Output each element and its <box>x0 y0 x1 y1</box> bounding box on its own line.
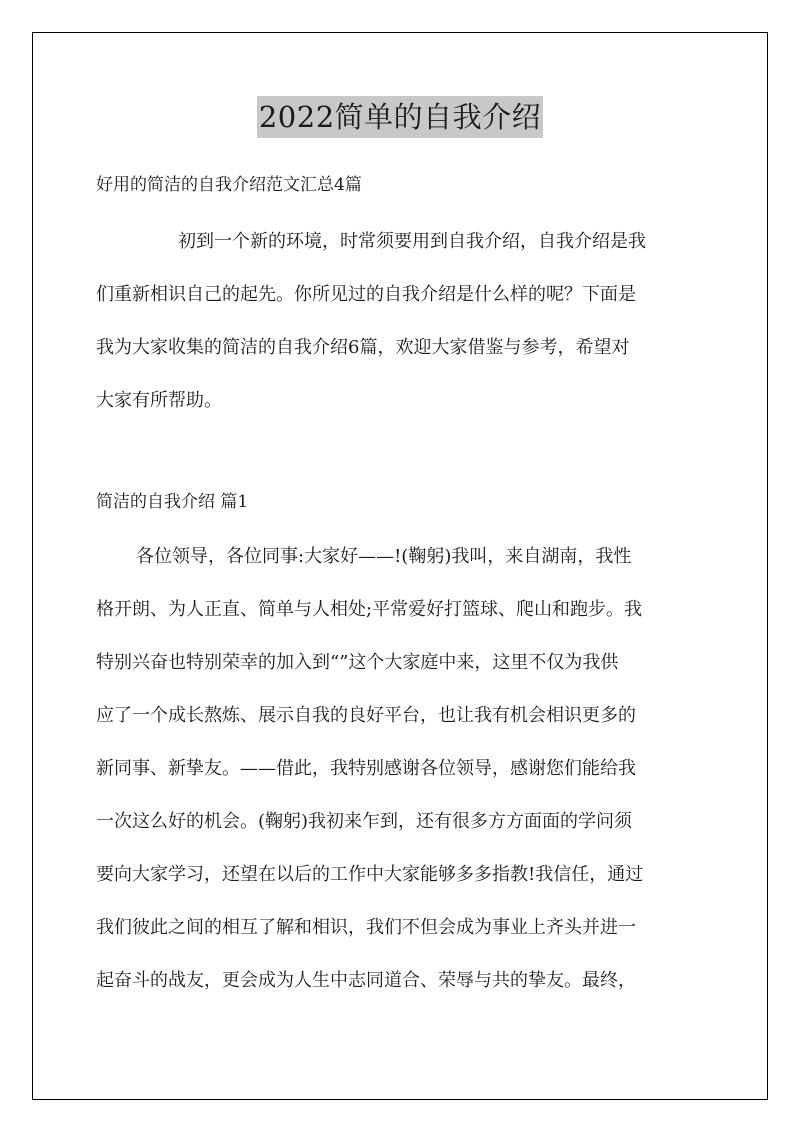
document-subtitle: 好用的简洁的自我介绍范文汇总4篇 <box>96 175 362 195</box>
title-container <box>0 96 800 138</box>
body-paragraph-line: 起奋斗的战友，更会成为人生中志同道合、荣辱与共的挚友。最终， <box>96 970 636 991</box>
intro-paragraph-line: 们重新相识自己的起先。你所见过的自我介绍是什么样的呢？下面是 <box>96 284 636 305</box>
intro-paragraph-line: 我为大家收集的简洁的自我介绍6篇，欢迎大家借鉴与参考，希望对 <box>96 337 630 358</box>
body-paragraph-line: 新同事、新挚友。——借此，我特别感谢各位领导，感谢您们能给我 <box>96 758 636 779</box>
intro-paragraph-line: 初到一个新的环境，时常须要用到自我介绍，自我介绍是我 <box>178 231 646 252</box>
intro-paragraph-line: 大家有所帮助。 <box>96 390 222 411</box>
body-paragraph-line: 要向大家学习，还望在以后的工作中大家能够多多指教!我信任，通过 <box>96 864 644 885</box>
section-heading: 简洁的自我介绍 篇1 <box>96 492 249 512</box>
body-paragraph-line: 格开朗、为人正直、简单与人相处;平常爱好打篮球、爬山和跑步。我 <box>96 599 643 620</box>
body-paragraph-line: 特别兴奋也特别荣幸的加入到“”这个大家庭中来，这里不仅为我供 <box>96 652 619 673</box>
document-title: 2022简单的自我介绍 <box>257 96 543 138</box>
body-paragraph-line: 一次这么好的机会。(鞠躬)我初来乍到，还有很多方方面面的学问须 <box>96 811 633 832</box>
body-paragraph-line: 应了一个成长熬炼、展示自我的良好平台，也让我有机会相识更多的 <box>96 705 636 726</box>
body-paragraph-line: 各位领导，各位同事:大家好——!(鞠躬)我叫，来自湖南，我性 <box>136 546 632 567</box>
body-paragraph-line: 我们彼此之间的相互了解和相识，我们不但会成为事业上齐头并进一 <box>96 917 636 938</box>
